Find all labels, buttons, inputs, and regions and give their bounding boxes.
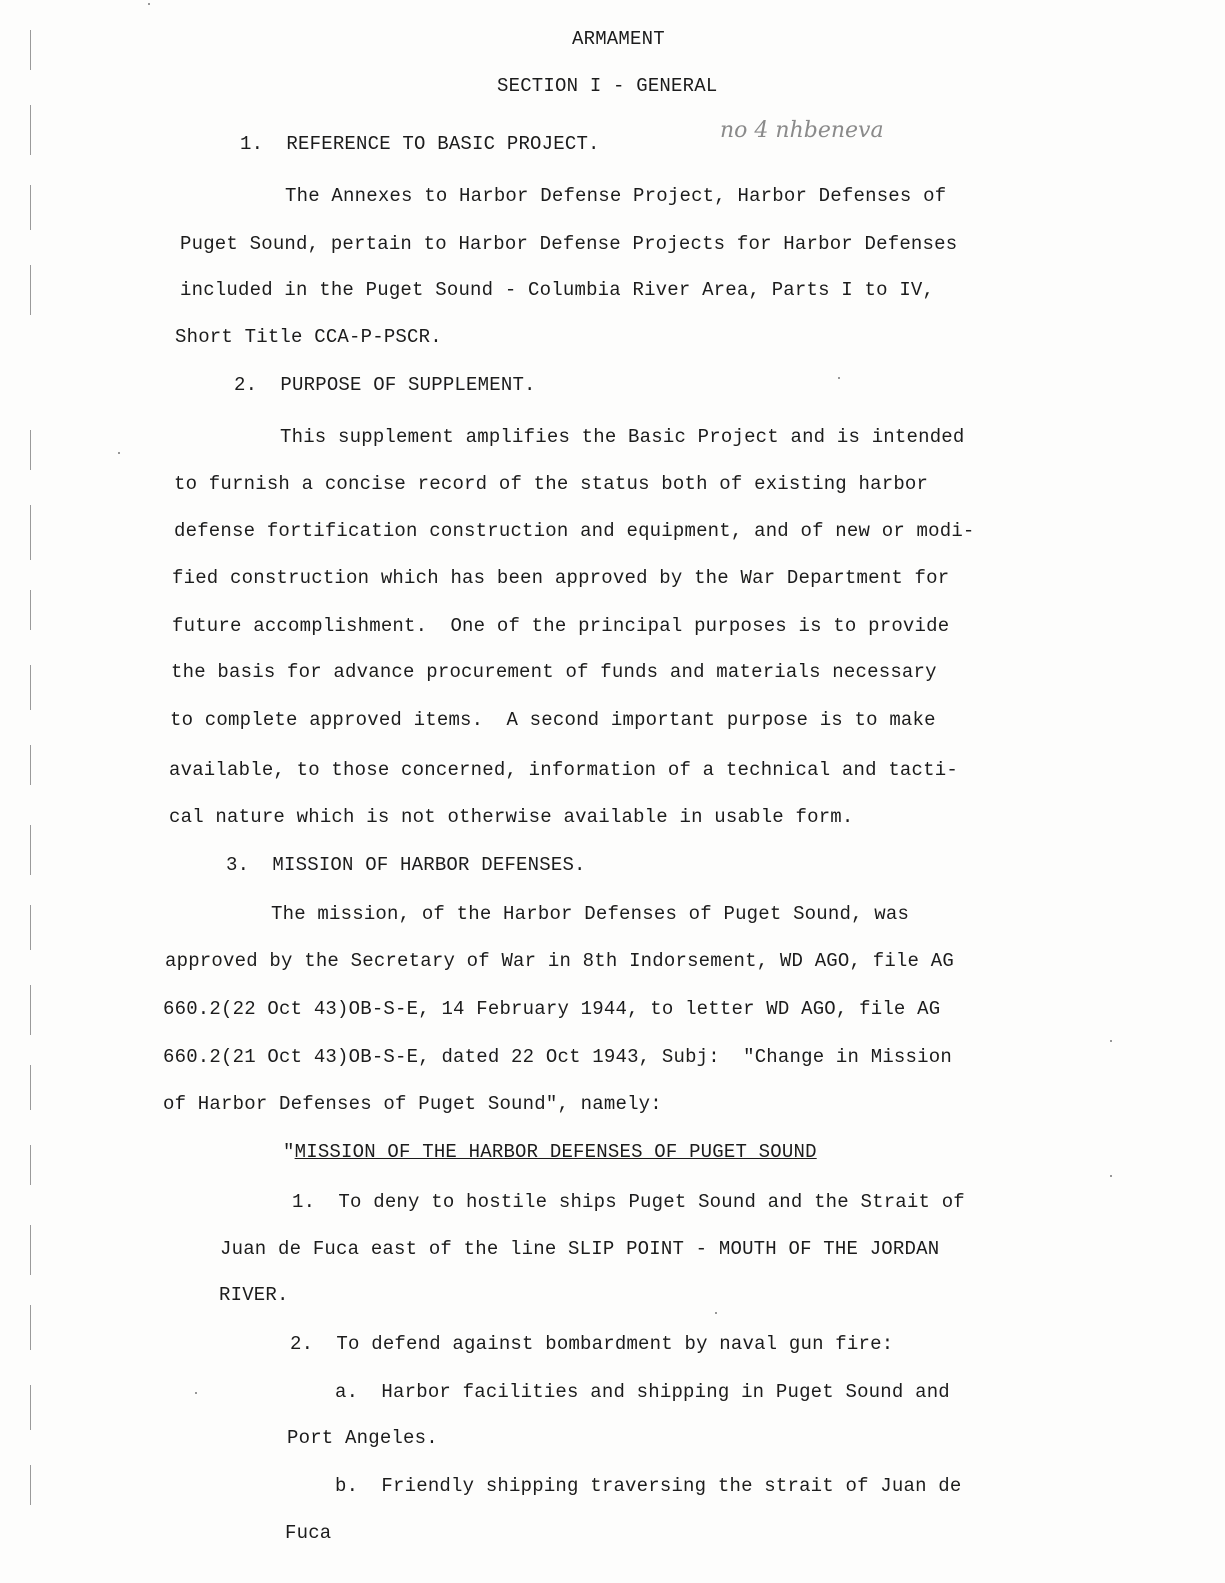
speck	[838, 377, 840, 379]
margin-mark	[30, 1145, 31, 1185]
margin-mark	[30, 265, 31, 315]
para2-line: This supplement amplifies the Basic Project and is intended	[280, 426, 965, 448]
para2-line: defense fortification construction and equipment, and of new or modi-	[174, 520, 975, 542]
para2-heading: 2. PURPOSE OF SUPPLEMENT.	[234, 374, 536, 396]
mission-item1-line: Juan de Fuca east of the line SLIP POINT - MOUTH OF THE JORDAN	[220, 1238, 940, 1260]
mission-heading: MISSION OF THE HARBOR DEFENSES OF PUGET SOUND	[294, 1141, 817, 1163]
para1-line: The Annexes to Harbor Defense Project, Harbor Defenses of	[285, 185, 947, 207]
margin-mark	[30, 505, 31, 560]
margin-mark	[30, 185, 31, 230]
margin-mark	[30, 905, 31, 950]
para3-line: approved by the Secretary of War in 8th Indorsement, WD AGO, file AG	[165, 950, 954, 972]
para3-line: 660.2(22 Oct 43)OB-S-E, 14 February 1944, to letter WD AGO, file AG	[163, 998, 941, 1020]
handwritten-note: no 4 nhbeneva	[720, 118, 884, 143]
margin-mark	[30, 1465, 31, 1505]
margin-mark	[30, 590, 31, 630]
para1-line: included in the Puget Sound - Columbia River Area, Parts I to IV,	[180, 279, 935, 301]
speck	[715, 1312, 717, 1314]
margin-mark	[30, 1065, 31, 1110]
margin-mark	[30, 105, 31, 155]
section-heading: SECTION I - GENERAL	[497, 75, 718, 97]
speck	[195, 1392, 197, 1394]
speck	[1110, 1040, 1112, 1042]
mission-item2: 2. To defend against bombardment by naval gun fire:	[290, 1333, 894, 1355]
para2-line: future accomplishment. One of the principal purposes is to provide	[172, 615, 950, 637]
margin-mark	[30, 985, 31, 1035]
mission-item2b-line: Fuca	[285, 1522, 332, 1544]
mission-heading-row	[283, 1140, 817, 1164]
margin-mark	[30, 825, 31, 875]
margin-mark	[30, 665, 31, 710]
margin-mark	[30, 1385, 31, 1430]
mission-item1-line: RIVER.	[219, 1284, 289, 1306]
para2-line: to furnish a concise record of the status both of existing harbor	[174, 473, 929, 495]
para1-line: Puget Sound, pertain to Harbor Defense Projects for Harbor Defenses	[180, 233, 958, 255]
para2-line: fied construction which has been approved by the War Department for	[172, 567, 950, 589]
margin-mark	[30, 745, 31, 785]
para3-line: The mission, of the Harbor Defenses of Puget Sound, was	[271, 903, 910, 925]
para2-line: cal nature which is not otherwise available in usable form.	[169, 806, 854, 828]
mission-item2b-line: b. Friendly shipping traversing the strait of Juan de	[335, 1475, 962, 1497]
para3-line: 660.2(21 Oct 43)OB-S-E, dated 22 Oct 1943, Subj: "Change in Mission	[163, 1046, 952, 1068]
para2-line: the basis for advance procurement of funds and materials necessary	[171, 661, 937, 683]
para2-line: to complete approved items. A second important purpose is to make	[170, 709, 936, 731]
para1-heading: 1. REFERENCE TO BASIC PROJECT.	[240, 133, 600, 155]
para3-heading: 3. MISSION OF HARBOR DEFENSES.	[226, 854, 586, 876]
mission-quote: "	[283, 1141, 295, 1163]
para2-line: available, to those concerned, information of a technical and tacti-	[169, 759, 958, 781]
margin-mark	[30, 30, 31, 70]
margin-mark	[30, 1225, 31, 1275]
mission-item2a-line: Port Angeles.	[287, 1427, 438, 1449]
mission-item2a-line: a. Harbor facilities and shipping in Puget Sound and	[335, 1381, 950, 1403]
speck	[148, 3, 150, 5]
para1-line: Short Title CCA-P-PSCR.	[175, 326, 442, 348]
speck	[118, 452, 120, 454]
speck	[1110, 1175, 1112, 1177]
margin-mark	[30, 1305, 31, 1350]
margin-mark	[30, 430, 31, 470]
document-title: ARMAMENT	[572, 28, 665, 50]
mission-item1-line: 1. To deny to hostile ships Puget Sound and the Strait of	[292, 1191, 965, 1213]
para3-line: of Harbor Defenses of Puget Sound", namely:	[163, 1093, 662, 1115]
